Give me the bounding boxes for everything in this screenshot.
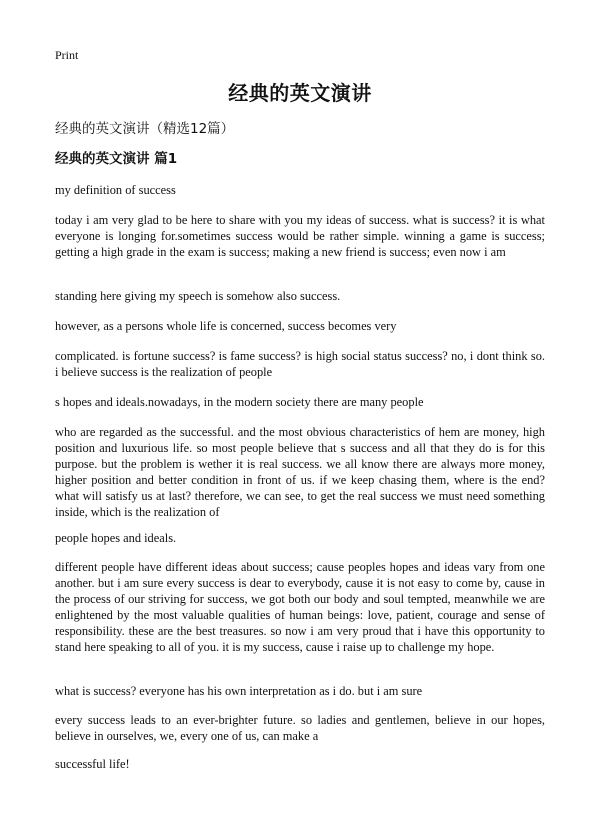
paragraph-7: who are regarded as the successful. and the most obvious characteristics of hem are money, high position and luxurious life. so most people believe that s success and all that they do is for this purpose. but the problem is wether it is real success. we all know there are always more money, higher position and better condition in front of us. if we keep chasing them, where is the end? what will satisfy us at last? therefore, we can see, to get the real success we must need something inside, which is the realization of bbox=[55, 425, 545, 519]
paragraph-12: successful life! bbox=[55, 757, 130, 771]
paragraph-1: my definition of success bbox=[55, 183, 176, 197]
paragraph-2: today i am very glad to be here to share with you my ideas of success. what is success? it is what everyone is longing for.sometimes success would be rather simple. winning a game is success; getting a high grade in the exam is success; making a new friend is success; even now i am bbox=[55, 213, 545, 259]
paragraph-9: different people have different ideas about success; cause peoples hopes and ideas vary from one another. but i am sure every success is dear to everybody, cause it is not easy to come by, cause in the process of our striving for success, we got both our body and soul tempted, meanwhile we are enlightened by the most valuable qualities of human beings: love, patient, courage and sense of responsibility. these are the best treasures. so now i am very proud that i have this opportunity to stand here speaking to all of you. it is my success, cause i raise up to challenge my hope. bbox=[55, 560, 545, 654]
print-label: Print bbox=[55, 48, 79, 62]
paragraph-6: s hopes and ideals.nowadays, in the modern society there are many people bbox=[55, 395, 424, 409]
paragraph-4: however, as a persons whole life is concerned, success becomes very bbox=[55, 319, 397, 333]
document-subtitle: 经典的英文演讲（精选12篇） bbox=[55, 121, 235, 137]
paragraph-8: people hopes and ideals. bbox=[55, 531, 177, 545]
page-title: 经典的英文演讲 bbox=[228, 81, 372, 105]
paragraph-5: complicated. is fortune success? is fame success? is high social status success? no, i dont think so. i believe success is the realization of people bbox=[55, 349, 545, 379]
section-heading: 经典的英文演讲 篇1 bbox=[55, 151, 178, 167]
paragraph-3: standing here giving my speech is somehow also success. bbox=[55, 289, 341, 303]
paragraph-10: what is success? everyone has his own interpretation as i do. but i am sure bbox=[55, 684, 423, 698]
paragraph-11: every success leads to an ever-brighter future. so ladies and gentlemen, believe in our hopes, believe in ourselves, we, every one of us, can make a bbox=[55, 713, 545, 743]
